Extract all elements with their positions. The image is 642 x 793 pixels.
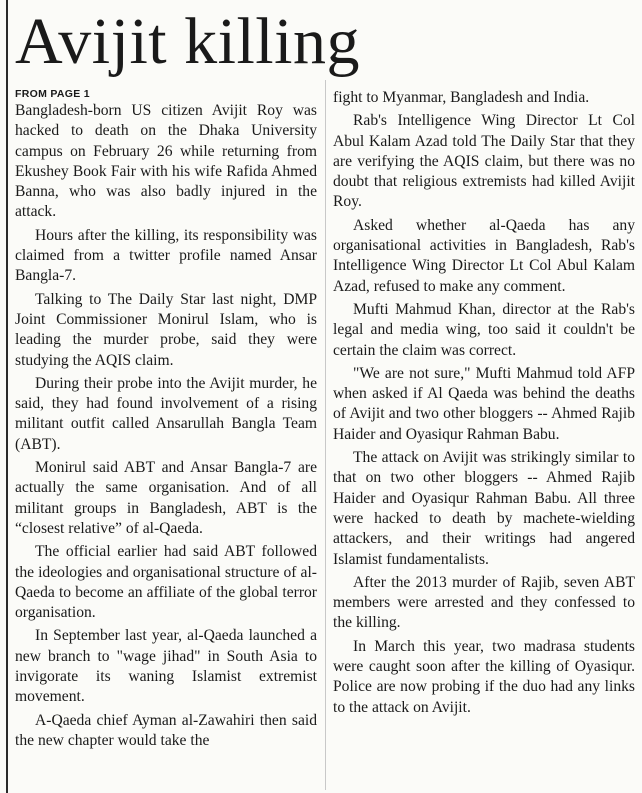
- paragraph: During their probe into the Avijit murder, he said, they had found involvement of a rising militant outfit called Ansarullah Bangla Team (ABT).: [15, 374, 317, 453]
- paragraph: Rab's Intelligence Wing Director Lt Col Abul Kalam Azad told The Daily Star that they are verifying the AQIS claim, but there was no doubt that religious extremists had killed Avijit Roy.: [333, 112, 635, 211]
- paragraph: Bangladesh-born US citizen Avijit Roy was hacked to death on the Dhaka University campus on February 26 while returning from Ekushey Book Fair with his wife Rafida Ahmed Banna, who was also badly injured in the attack.: [15, 102, 317, 221]
- paragraph: Monirul said ABT and Ansar Bangla-7 are actually the same organisation. And of all militant groups in Bangladesh, ABT is the “closest relative” of al-Qaeda.: [15, 459, 317, 537]
- right-column: [333, 88, 635, 793]
- paragraph: The official earlier had said ABT followed the ideologies and organisational structure of al-Qaeda to become an affiliate of the global terror organisation.: [15, 543, 317, 622]
- paragraph: In March this year, two madrasa students were caught soon after the killing of Oyasiqur. Police are now probing if the duo had any links to the attack on Avijit.: [333, 637, 635, 716]
- paragraph: After the 2013 murder of Rajib, seven ABT members were arrested and they confessed to the killing.: [333, 573, 635, 632]
- paragraph: "We are not sure," Mufti Mahmud told AFP when asked if Al Qaeda was behind the deaths of Avijit and two other bloggers -- Ahmed Rajib Haider and Oyasiqur Rahman Babu.: [333, 364, 635, 443]
- headline: Avijit killing: [15, 5, 360, 78]
- jump-kicker: FROM PAGE 1: [15, 88, 90, 100]
- paragraph: Talking to The Daily Star last night, DMP Joint Commissioner Monirul Islam, who is leading the murder probe, said they were studying the AQIS claim.: [15, 290, 317, 369]
- paragraph: The attack on Avijit was strikingly similar to that on two other bloggers -- Ahmed Rajib Haider and Oyasiqur Rahman Babu. All three were hacked to death by machete-wielding attackers, and their writings had angered Islamist fundamentalists.: [333, 449, 635, 568]
- paragraph-continued: fight to Myanmar, Bangladesh and India.: [333, 89, 590, 106]
- paragraph: Mufti Mahmud Khan, director at the Rab's legal and media wing, too said it couldn't be certain the claim was correct.: [333, 300, 635, 359]
- paragraph: Asked whether al-Qaeda has any organisational activities in Bangladesh, Rab's Intelligence Wing Director Lt Col Abul Kalam Azad, refused to make any comment.: [333, 216, 635, 295]
- paragraph: Hours after the killing, its responsibility was claimed from a twitter profile named Ansar Bangla-7.: [15, 226, 317, 285]
- paragraph: In September last year, al-Qaeda launched a new branch to "wage jihad" in South Asia to invigorate its waning Islamist extremist movement.: [15, 627, 317, 706]
- column-divider: [325, 80, 326, 790]
- paragraph: A-Qaeda chief Ayman al-Zawahiri then said the new chapter would take the: [15, 711, 317, 749]
- left-column: [15, 88, 317, 793]
- left-border-rule: [6, 0, 8, 793]
